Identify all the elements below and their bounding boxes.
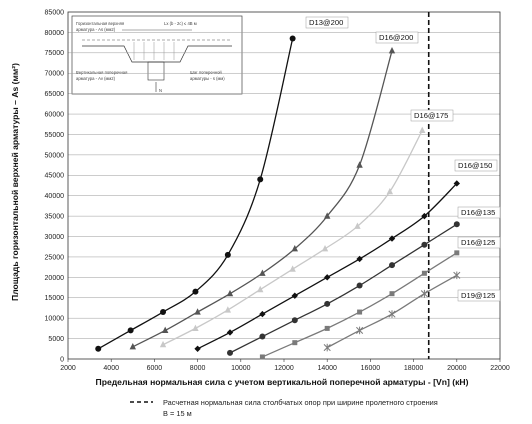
series-label: D16@200 bbox=[379, 33, 414, 42]
y-tick-label: 10000 bbox=[44, 315, 64, 323]
data-point bbox=[257, 176, 263, 182]
y-tick-label: 65000 bbox=[44, 91, 64, 99]
series-line bbox=[163, 130, 422, 344]
data-point bbox=[422, 271, 427, 276]
x-axis-title: Предельная нормальная сила с учетом вертикальной поперечной арматуры - [Vn] (кН) bbox=[95, 377, 469, 387]
inset-label: N bbox=[159, 88, 163, 93]
data-point bbox=[390, 291, 395, 296]
data-point bbox=[194, 346, 200, 352]
inset-label: Горизонтальная верхняя bbox=[76, 21, 125, 26]
x-tick-label: 10000 bbox=[231, 365, 251, 372]
x-tick-label: 18000 bbox=[403, 365, 424, 372]
y-tick-label: 25000 bbox=[44, 254, 64, 262]
series-d16-at-175 bbox=[160, 110, 453, 347]
data-point bbox=[454, 221, 460, 227]
x-tick-label: 16000 bbox=[360, 365, 381, 372]
data-point bbox=[325, 326, 330, 331]
data-point bbox=[292, 245, 298, 251]
y-tick-label: 35000 bbox=[44, 213, 64, 221]
data-point bbox=[292, 340, 297, 345]
x-tick-label: 14000 bbox=[317, 365, 337, 372]
data-point bbox=[389, 47, 395, 53]
series-label: D19@125 bbox=[461, 291, 496, 300]
data-point bbox=[290, 36, 296, 42]
y-tick-label: 20000 bbox=[44, 274, 64, 282]
series-line bbox=[133, 51, 392, 347]
data-point bbox=[419, 127, 425, 133]
data-point bbox=[454, 272, 460, 280]
data-point bbox=[227, 350, 233, 356]
data-point bbox=[227, 329, 233, 335]
series-label: D13@200 bbox=[309, 18, 344, 27]
data-point bbox=[259, 311, 265, 317]
data-point bbox=[292, 317, 298, 323]
legend bbox=[130, 398, 438, 418]
y-tick-label: 40000 bbox=[44, 193, 64, 201]
legend-text-line2: В = 15 м bbox=[163, 409, 192, 418]
data-point bbox=[421, 242, 427, 248]
x-tick-label: 4000 bbox=[103, 365, 119, 372]
x-tick-label: 22000 bbox=[490, 365, 510, 372]
series-label: D16@175 bbox=[414, 111, 449, 120]
legend-text: Расчетная нормальная сила столбчатых опор при ширине пролетного строения bbox=[163, 398, 438, 407]
x-tick-label: 12000 bbox=[274, 365, 294, 372]
y-tick-label: 55000 bbox=[44, 131, 64, 139]
y-tick-label: 80000 bbox=[44, 29, 64, 37]
data-point bbox=[257, 286, 263, 292]
y-tick-label: 30000 bbox=[44, 233, 64, 241]
series-label: D16@125 bbox=[461, 238, 496, 247]
inset-label: арматура - Av (мм2) bbox=[76, 76, 116, 81]
data-point bbox=[357, 310, 362, 315]
y-tick-label: 70000 bbox=[44, 70, 64, 78]
data-point bbox=[259, 269, 265, 275]
data-point bbox=[324, 344, 330, 352]
data-point bbox=[389, 310, 395, 318]
series-d19-at-125 bbox=[324, 272, 500, 352]
data-point bbox=[357, 283, 363, 289]
data-point bbox=[322, 245, 328, 251]
x-tick-label: 20000 bbox=[447, 365, 467, 372]
inset-label: Вертикальная поперечная bbox=[76, 70, 128, 75]
series-line bbox=[198, 183, 457, 348]
inset-label: арматуры - s (мм) bbox=[190, 76, 225, 81]
data-point bbox=[421, 290, 427, 298]
data-point bbox=[324, 274, 330, 280]
x-tick-label: 2000 bbox=[60, 365, 76, 372]
series-d16-at-135 bbox=[227, 207, 500, 356]
inset-label: Lx (b - 2c) ≤ 4B м bbox=[164, 21, 197, 26]
data-point bbox=[259, 334, 265, 340]
series-label: D16@150 bbox=[458, 161, 493, 170]
inset-diagram bbox=[72, 16, 242, 94]
y-axis-title: Площадь горизонтальной верхней арматуры – As (мм²) bbox=[10, 63, 20, 301]
data-point bbox=[192, 289, 198, 295]
data-point bbox=[95, 346, 101, 352]
data-point bbox=[260, 354, 265, 359]
y-tick-label: 75000 bbox=[44, 50, 64, 58]
y-tick-label: 45000 bbox=[44, 172, 64, 180]
inset-label: арматура - As (мм2) bbox=[76, 27, 116, 32]
data-point bbox=[160, 309, 166, 315]
y-tick-label: 0 bbox=[60, 356, 64, 364]
data-point bbox=[356, 327, 362, 335]
y-tick-label: 5000 bbox=[48, 335, 64, 343]
data-point bbox=[128, 327, 134, 333]
inset-label: Шаг поперечной bbox=[190, 70, 222, 75]
data-point bbox=[324, 301, 330, 307]
y-tick-label: 15000 bbox=[44, 295, 64, 303]
data-point bbox=[225, 252, 231, 258]
data-point bbox=[356, 161, 362, 167]
y-tick-label: 50000 bbox=[44, 152, 64, 160]
data-point bbox=[289, 265, 295, 271]
y-tick-label: 85000 bbox=[44, 9, 64, 17]
data-point bbox=[389, 262, 395, 268]
y-tick-label: 60000 bbox=[44, 111, 64, 119]
series-label: D16@135 bbox=[461, 208, 496, 217]
data-point bbox=[454, 250, 459, 255]
x-tick-label: 8000 bbox=[189, 365, 206, 372]
x-tick-label: 6000 bbox=[146, 365, 163, 372]
